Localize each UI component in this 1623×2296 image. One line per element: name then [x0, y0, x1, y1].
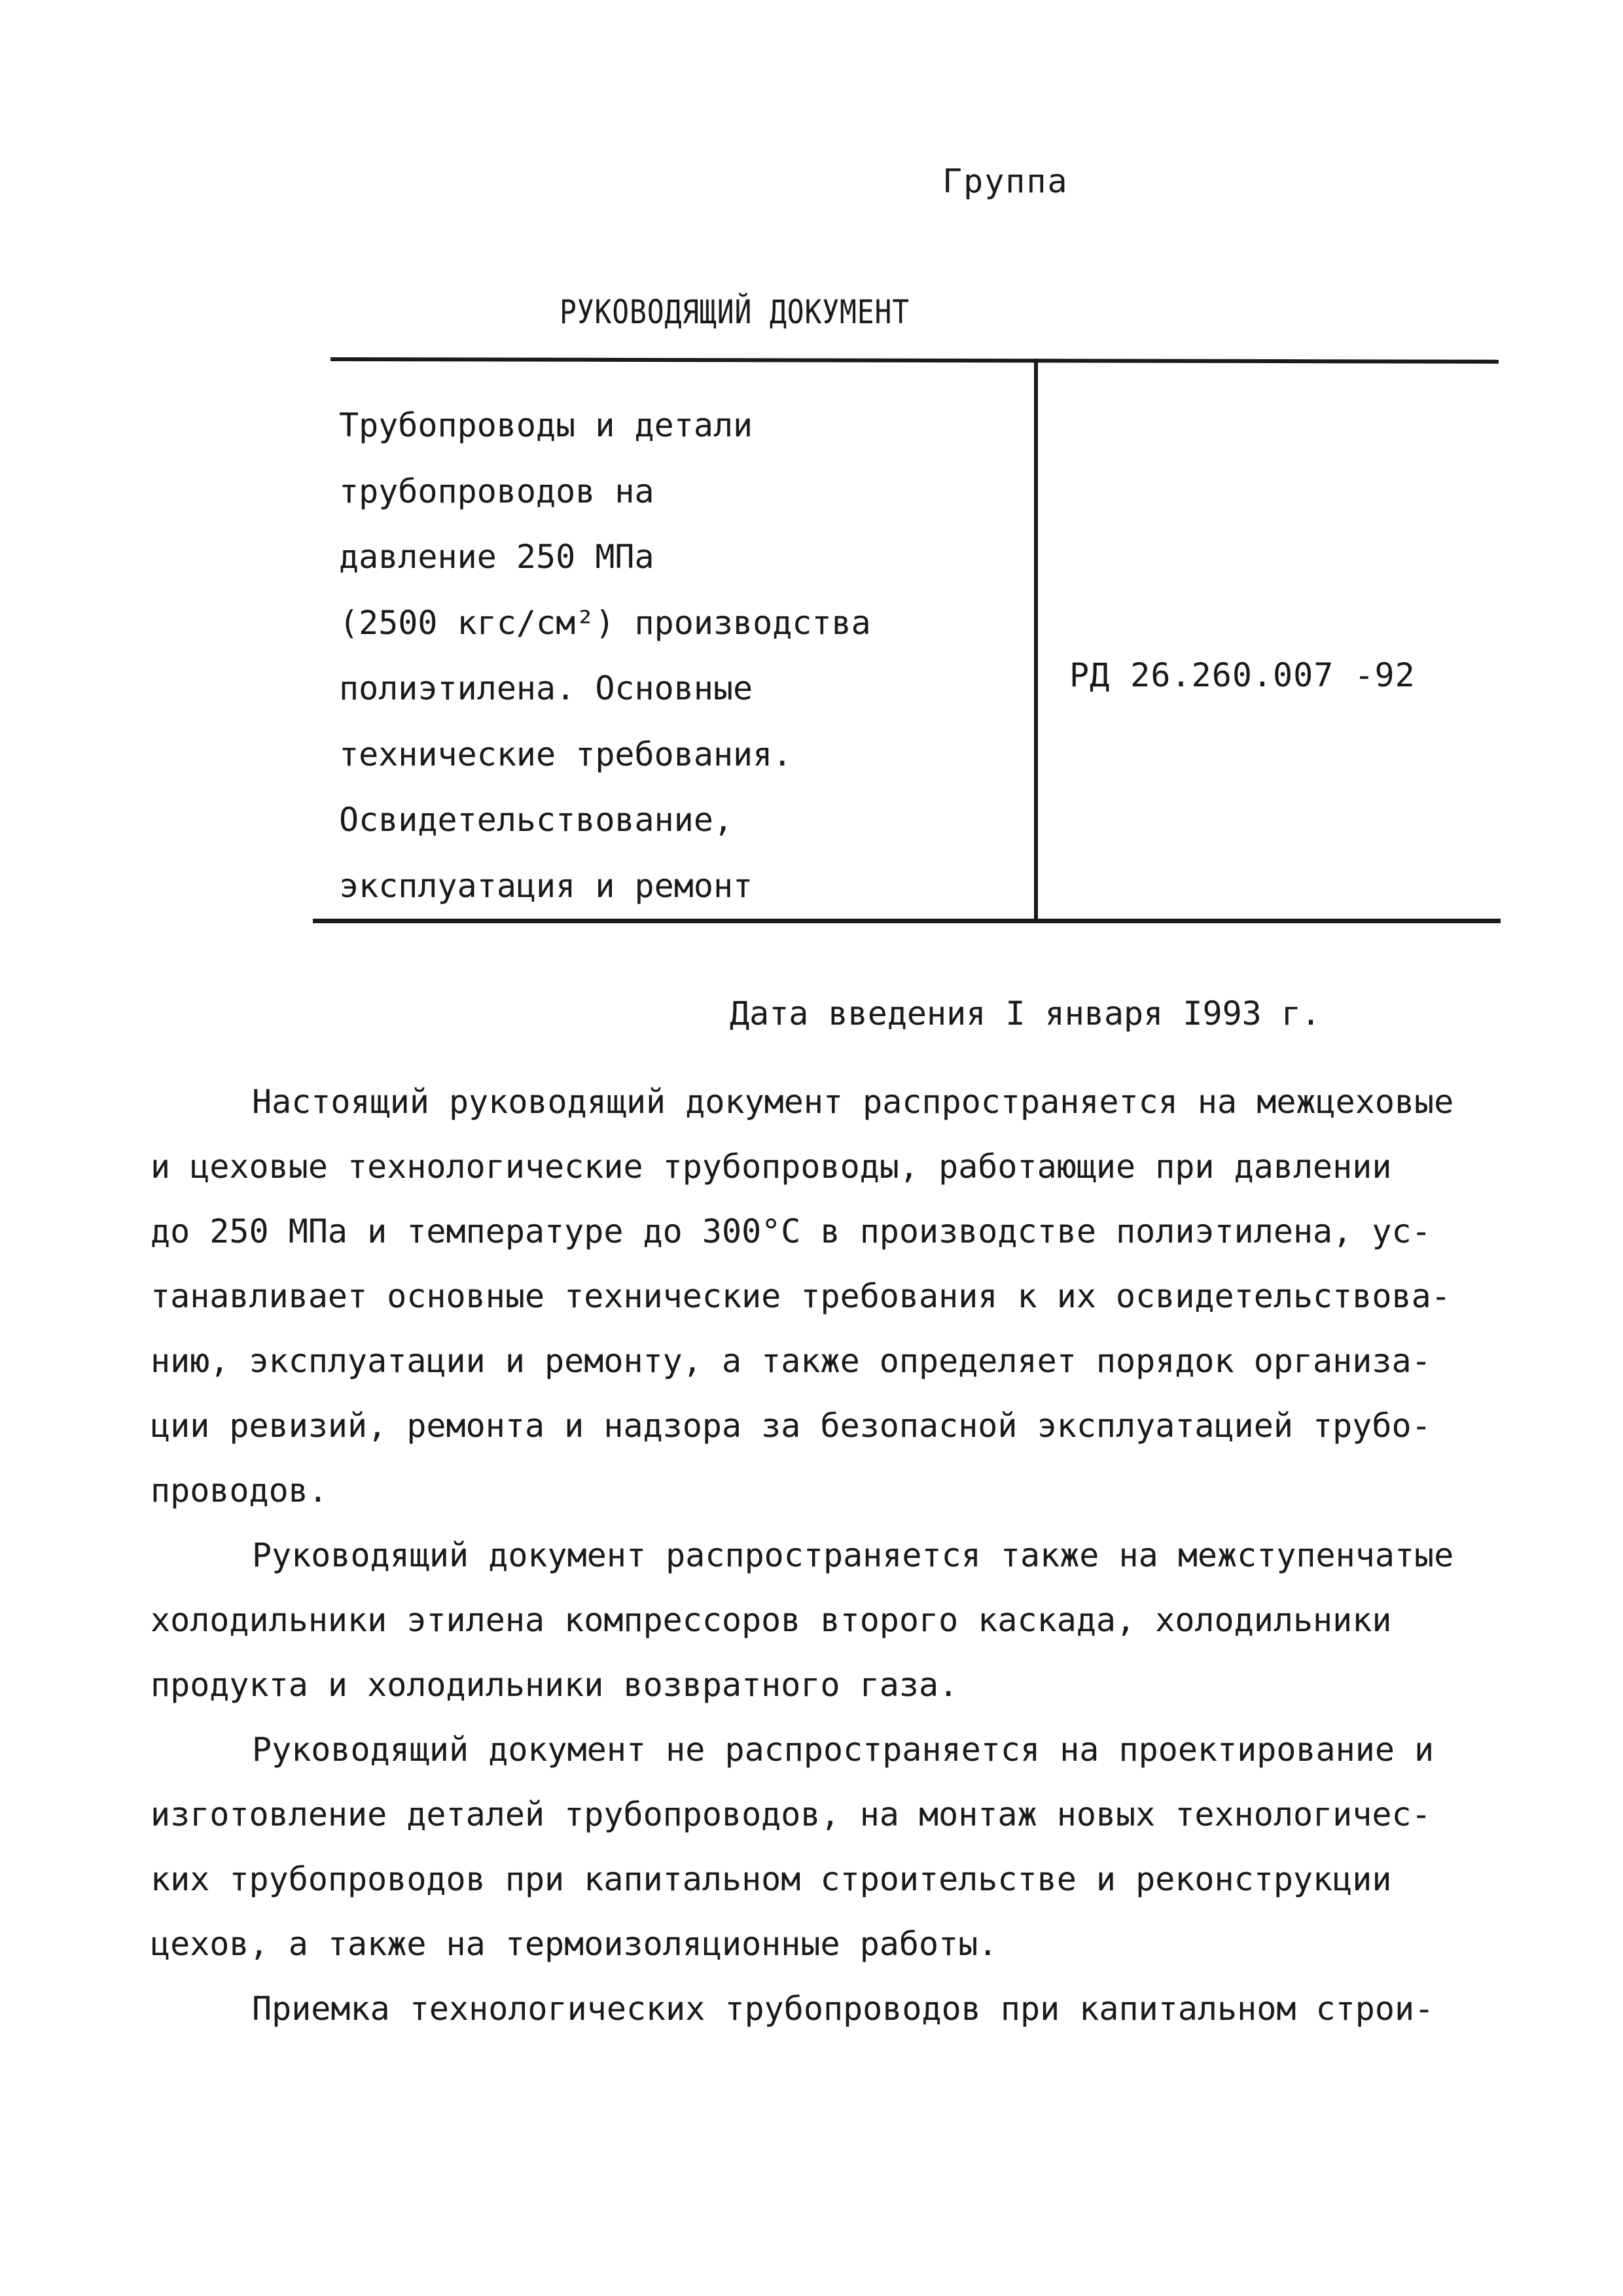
document-code: РД 26.260.007 -92	[1069, 656, 1416, 694]
text-line: изготовление деталей трубопроводов, на монтаж новых технологичес-	[151, 1795, 1431, 1833]
text-line: до 250 МПа и температуре до 300°С в производстве полиэтилена, ус-	[151, 1212, 1431, 1250]
text-line: холодильники этилена компрессоров второго каскада, холодильники	[151, 1601, 1392, 1639]
body-text	[151, 1070, 1479, 2041]
introduction-date: Дата введения I января I993 г.	[730, 995, 1321, 1033]
text-line: ции ревизий, ремонта и надзора за безопасной эксплуатацией трубо-	[151, 1407, 1431, 1445]
text-line: ких трубопроводов при капитальном строительстве и реконструкции	[151, 1860, 1392, 1898]
text-line: проводов.	[151, 1472, 328, 1510]
text-line: нию, эксплуатации и ремонту, а также определяет порядок организа-	[151, 1342, 1431, 1380]
title-table-bottom-rule	[313, 919, 1501, 923]
title-line: Трубопроводы и детали	[339, 406, 753, 444]
group-label: Группа	[942, 162, 1069, 200]
text-line: продукта и холодильники возвратного газа.	[151, 1666, 959, 1704]
title-table-divider	[1034, 359, 1038, 921]
title-line: эксплуатация и ремонт	[339, 866, 753, 905]
text-line: и цеховые технологические трубопроводы, работающие при давлении	[151, 1148, 1392, 1186]
title-line: технические требования.	[339, 735, 793, 773]
paragraph-scope	[151, 1070, 1479, 1523]
text-line: Приемка технологических трубопроводов при капитальном строи-	[252, 1990, 1435, 2028]
text-line: Настоящий руководящий документ распространяется на межцеховые	[252, 1083, 1454, 1121]
title-line: давление 250 МПа	[339, 538, 654, 576]
title-line: трубопроводов на	[339, 472, 654, 510]
title-line: (2500 кгс/см²) производства	[339, 603, 871, 642]
text-line: Руководящий документ распространяется также на межступенчатые	[252, 1536, 1454, 1574]
title-line: Освидетельствование,	[339, 801, 734, 839]
document-kind-heading: РУКОВОДЯЩИЙ ДОКУМЕНТ	[560, 293, 910, 331]
paragraph-acceptance	[151, 1977, 1479, 2041]
title-line: полиэтилена. Основные	[339, 669, 753, 707]
paragraph-exclusions	[151, 1718, 1479, 1977]
paragraph-coolers	[151, 1523, 1479, 1718]
text-line: Руководящий документ не распространяется на проектирование и	[252, 1731, 1435, 1769]
document-title	[339, 393, 1020, 919]
title-table-top-rule	[330, 357, 1499, 364]
text-line: танавливает основные технические требования к их освидетельствова-	[151, 1277, 1451, 1315]
text-line: цехов, а также на термоизоляционные работы.	[151, 1925, 998, 1963]
